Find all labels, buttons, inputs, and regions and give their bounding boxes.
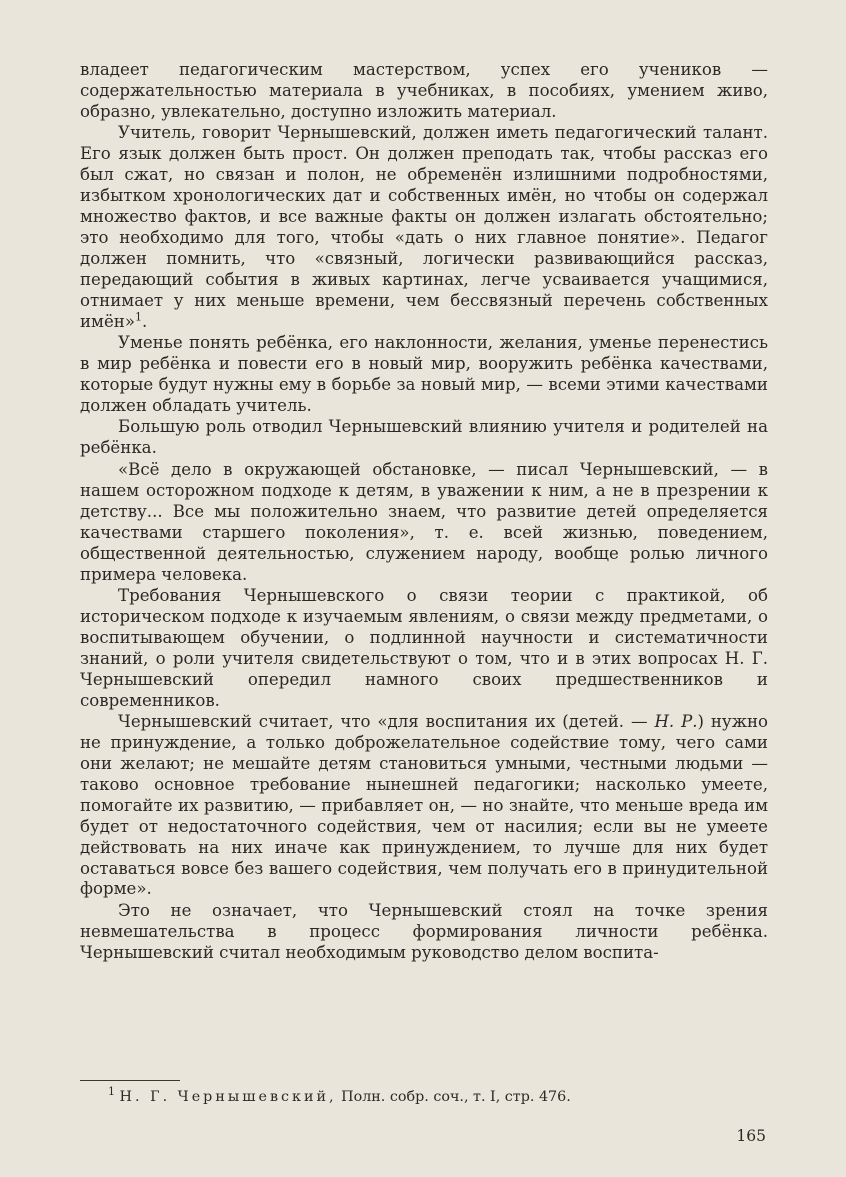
paragraph-3: Уменье понять ребёнка, его наклонности, желания, уменье перенестись в мир ребёнка и повести его в новый мир, вооружить ребёнка качествами, которые будут нужны ему в борьбе за новый мир, — всеми этими качествами должен обладать учитель. [80, 333, 768, 415]
paragraph-7-initials: Н. Р. [654, 712, 698, 732]
footnote [108, 1087, 728, 1107]
paragraph-4: Большую роль отводил Чернышевский влиянию учителя и родителей на ребёнка. [80, 417, 768, 458]
body-text [80, 60, 768, 964]
footnote-author: Н. Г. Чернышевский, [119, 1089, 337, 1105]
footnote-source: Полн. собр. соч., т. I, стр. 476. [336, 1089, 571, 1105]
paragraph-2-text: Учитель, говорит Чернышевский, должен иметь педагогический талант. Его язык должен быть прост. Он должен преподать так, чтобы рассказ его был сжат, но связан и полон, не обременён излишними подробностями, избытком хронологических дат и собственных имён, но чтобы он содержал множество фактов, и все важные факты он должен излагать обстоятельно; это необходимо для того, чтобы «дать о них главное понятие». Педагог должен помнить, что «связный, логически развивающийся рассказ, передающий события в живых картинах, легче усваивается учащимися, отнимает у них меньше времени, чем бессвязный перечень собственных имён» [80, 123, 768, 331]
paragraph-8: Это не означает, что Чернышевский стоял на точке зрения невмешательства в процесс формирования личности ребёнка. Чернышевский считал необходимым руководство делом воспита- [80, 901, 768, 962]
paragraph-7-rest: ) нужно не принуждение, а только доброжелательное содействие тому, чего сами они желают; не мешайте детям становиться умными, честными людьми — таково основное требование нынешней педагогики; насколько умеете, помогайте их развитию, — прибавляет он, — но знайте, что меньше вреда им будет от недостаточного содействия, чем от насилия; если вы не умеете действовать на них иначе как принуждением, то лучше для них будет оставаться вовсе без вашего содействия, чем получать его в принудительной форме». [80, 712, 769, 899]
footnote-ref: 1 [135, 310, 142, 324]
paragraph-2 [80, 123, 768, 332]
footnote-divider [80, 1080, 180, 1081]
paragraph-2-tail: . [142, 311, 148, 331]
paragraph-5: «Всё дело в окружающей обстановке, — писал Чернышевский, — в нашем осторожном подходе к детям, в уважении к ним, а не в презрении к детству... Все мы положительно знаем, что развитие детей определяется качествами старшего поколения», т. е. всей жизнью, поведением, общественной деятельностью, служением народу, вообще ролью личного примера человека. [80, 459, 768, 584]
paragraph-1: владеет педагогическим мастерством, успех его учеников — содержательностью материала в учебниках, в пособиях, умением живо, образно, увлекательно, доступно изложить материал. [80, 60, 768, 121]
paragraph-7 [80, 712, 768, 900]
paragraph-7-start: Чернышевский считает, что «для воспитания их (детей. — [118, 712, 655, 732]
page-number: 165 [736, 1127, 766, 1145]
paragraph-6: Требования Чернышевского о связи теории с практикой, об историческом подходе к изучаемым явлениям, о связи между предметами, о воспитывающем обучении, о подлинной научности и систематичности знаний, о роли учителя свидетельствуют о том, что и в этих вопросах Н. Г. Чернышевский опередил намного своих предшественников и современников. [80, 586, 768, 710]
footnote-marker: 1 [108, 1085, 115, 1099]
